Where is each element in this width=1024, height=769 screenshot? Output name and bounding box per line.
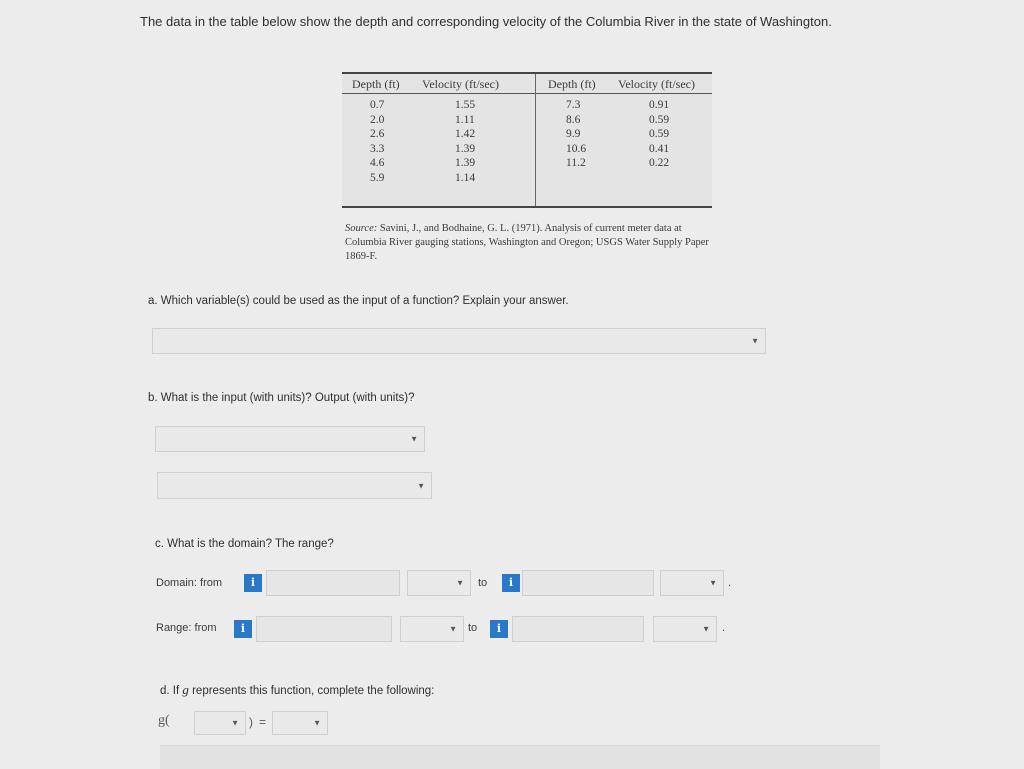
table-cell: 1.11 bbox=[455, 113, 475, 126]
info-icon[interactable]: i bbox=[244, 574, 262, 592]
table-cell: 4.6 bbox=[370, 157, 385, 169]
source-label: Source: bbox=[345, 223, 378, 234]
source-text: Savini, J., and Bodhaine, G. L. (1971). Analysis of current meter data at Columbia River gauging stations, Washington and Oregon; USGS Water Supply Paper 1869-F. bbox=[345, 223, 709, 262]
chevron-down-icon: ▼ bbox=[702, 624, 710, 634]
chevron-down-icon: ▼ bbox=[410, 434, 418, 444]
table-cell: 1.14 bbox=[455, 171, 476, 184]
domain-from-units-dropdown[interactable] bbox=[407, 570, 471, 596]
range-from-input[interactable] bbox=[256, 616, 392, 642]
table-cell: 2.6 bbox=[370, 128, 385, 140]
domain-label: Domain: from bbox=[156, 577, 223, 589]
input-units-dropdown[interactable] bbox=[155, 426, 425, 452]
table-cell: 1.42 bbox=[455, 128, 476, 140]
table-header-rule bbox=[342, 93, 712, 94]
range-label: Range: from bbox=[156, 622, 217, 634]
table-cell: 0.59 bbox=[649, 128, 670, 140]
function-name: g bbox=[182, 682, 189, 697]
table-cell: 1.39 bbox=[455, 142, 476, 155]
problem-intro: The data in the table below show the depth and corresponding velocity of the Columbia River in the state of Washington. bbox=[140, 14, 832, 29]
chevron-down-icon: ▼ bbox=[417, 481, 425, 490]
question-d bbox=[160, 682, 434, 698]
info-icon[interactable]: i bbox=[234, 620, 252, 638]
table-cell: 0.41 bbox=[649, 142, 670, 155]
header-depth-right: Depth (ft) bbox=[548, 77, 596, 91]
chevron-down-icon: ▼ bbox=[456, 578, 464, 588]
question-a: a. Which variable(s) could be used as the input of a function? Explain your answer. bbox=[148, 295, 569, 307]
chevron-down-icon: ▼ bbox=[313, 718, 321, 728]
table-cell: 1.39 bbox=[455, 157, 476, 169]
column-velocity-left bbox=[455, 98, 475, 185]
column-depth-right bbox=[566, 98, 586, 171]
table-cell: 0.7 bbox=[370, 99, 385, 111]
question-d-suffix: represents this function, complete the following: bbox=[192, 685, 435, 697]
table-source bbox=[345, 222, 715, 264]
chevron-down-icon: ▼ bbox=[751, 336, 759, 346]
domain-end-period: . bbox=[728, 577, 732, 589]
range-from-units-dropdown[interactable] bbox=[400, 616, 464, 642]
header-depth-left: Depth (ft) bbox=[352, 77, 400, 91]
question-c: c. What is the domain? The range? bbox=[155, 538, 334, 550]
function-g-close: ) bbox=[249, 715, 253, 729]
g-output-dropdown[interactable] bbox=[272, 711, 328, 735]
chevron-down-icon: ▼ bbox=[449, 624, 457, 634]
table-cell: 0.59 bbox=[649, 113, 670, 126]
header-velocity-right: Velocity (ft/sec) bbox=[618, 77, 695, 91]
table-bottom-rule bbox=[342, 206, 712, 208]
domain-to-label: to bbox=[478, 577, 488, 589]
header-velocity-left: Velocity (ft/sec) bbox=[422, 77, 499, 91]
table-cell: 0.91 bbox=[649, 99, 670, 111]
table-cell: 9.9 bbox=[566, 128, 581, 140]
range-end-period: . bbox=[722, 622, 726, 634]
column-depth-left bbox=[370, 98, 384, 185]
table-cell: 0.22 bbox=[649, 157, 670, 169]
table-cell: 5.9 bbox=[370, 171, 385, 184]
table-cell: 1.55 bbox=[455, 99, 476, 111]
info-icon[interactable]: i bbox=[502, 574, 520, 592]
chevron-down-icon: ▼ bbox=[709, 578, 717, 588]
answer-a-dropdown[interactable] bbox=[152, 328, 766, 354]
table-cell: 11.2 bbox=[566, 157, 586, 169]
function-g-open: g( bbox=[158, 713, 170, 728]
range-to-units-dropdown[interactable] bbox=[653, 616, 717, 642]
bottom-panel bbox=[160, 745, 880, 769]
table-cell: 3.3 bbox=[370, 142, 385, 155]
domain-to-input[interactable] bbox=[522, 570, 654, 596]
question-b: b. What is the input (with units)? Output (with units)? bbox=[148, 392, 415, 404]
chevron-down-icon: ▼ bbox=[231, 718, 239, 728]
range-to-label: to bbox=[468, 622, 478, 634]
data-table bbox=[342, 72, 712, 208]
table-cell: 8.6 bbox=[566, 113, 581, 126]
output-units-dropdown[interactable] bbox=[157, 472, 432, 499]
question-d-prefix: d. If bbox=[160, 685, 180, 697]
table-top-rule bbox=[342, 72, 712, 74]
range-to-input[interactable] bbox=[512, 616, 644, 642]
domain-to-units-dropdown[interactable] bbox=[660, 570, 724, 596]
column-velocity-right bbox=[649, 98, 669, 171]
equals-sign: = bbox=[259, 715, 267, 729]
table-cell: 2.0 bbox=[370, 113, 385, 126]
domain-from-input[interactable] bbox=[266, 570, 400, 596]
info-icon[interactable]: i bbox=[490, 620, 508, 638]
g-input-dropdown[interactable] bbox=[194, 711, 246, 735]
table-cell: 7.3 bbox=[566, 99, 581, 111]
table-column-divider bbox=[535, 74, 536, 206]
table-cell: 10.6 bbox=[566, 142, 587, 155]
